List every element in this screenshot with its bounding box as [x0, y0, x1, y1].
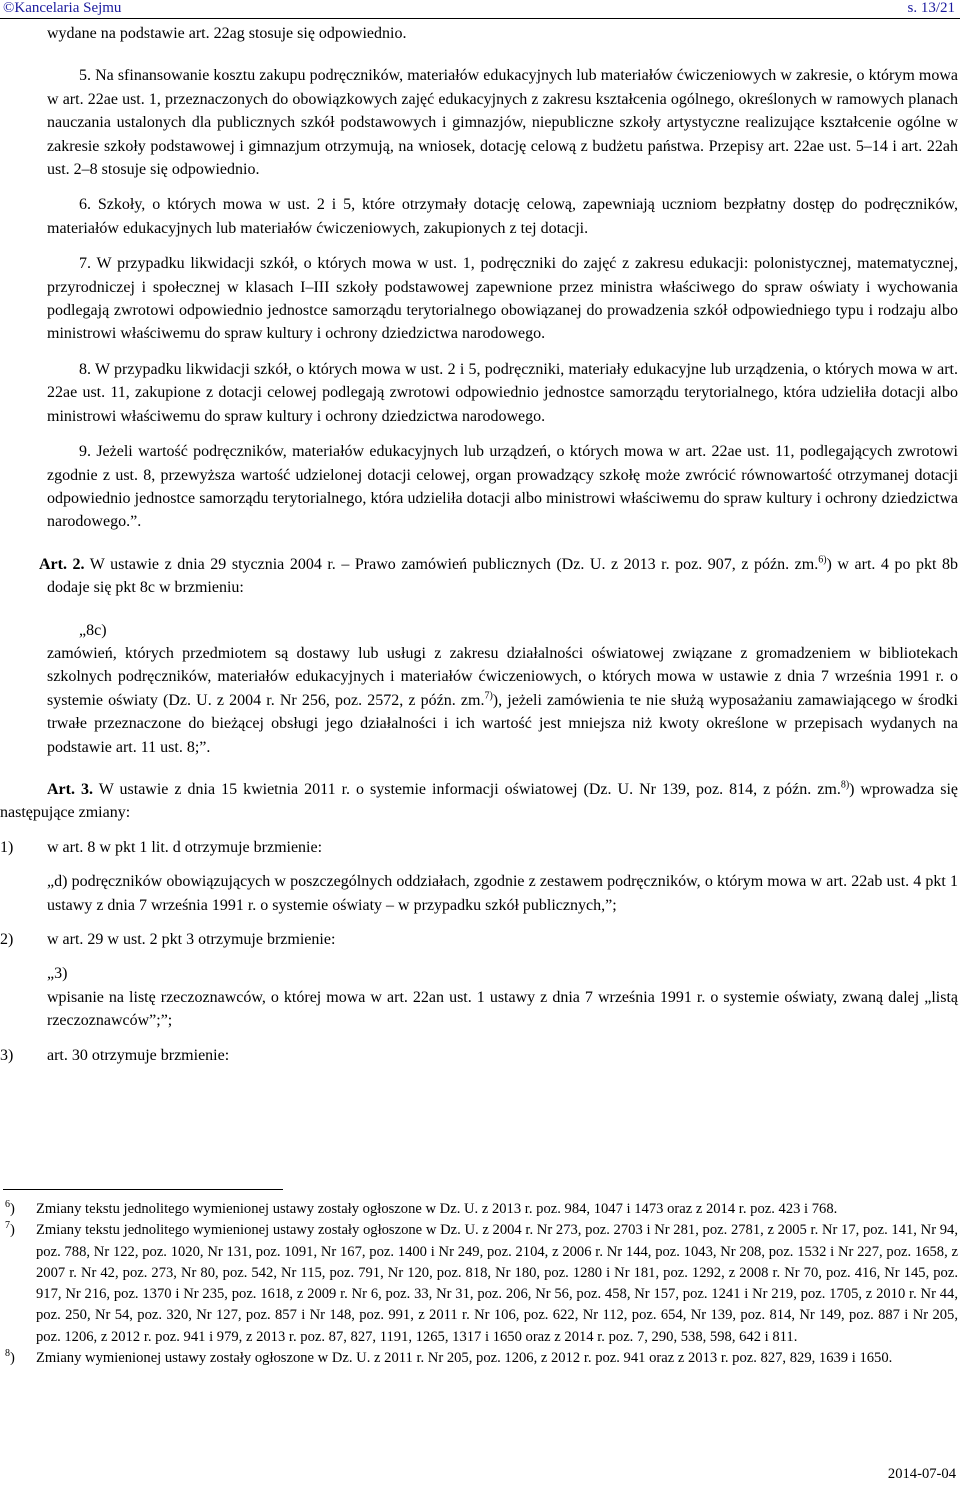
quote-8c: [47, 642, 958, 759]
amendment-item-3: [0, 1044, 958, 1067]
footnote-7-number: $^7$): [5, 1220, 15, 1239]
item-1-quote: „d) podręczników obowiązujących w poszczególnych oddziałach, zgodnie z zestawem podręczników, o którym mowa w art. 22ab ust. 4 pkt 1 ustawy z dnia 7 września 1991 r. o systemie oświaty – w przypadku szkół publicznych,”;: [47, 873, 958, 914]
paragraph-intro: wydane na podstawie art. 22ag stosuje się odpowiednio.: [47, 25, 407, 42]
article-3: [0, 778, 958, 825]
article-2-label: Art. 2.: [39, 555, 85, 573]
footnote-7-text: Zmiany tekstu jednolitego wymienionej ustawy zostały ogłoszone w Dz. U. z 2004 r. Nr 273, poz. 2703 i Nr 281, poz. 2781, z 2005 r. Nr 17, poz. 141, Nr 94, poz. 788, Nr 122, poz. 1020, Nr 131, poz. 1091, Nr 167, poz. 1400 i Nr 249, poz. 2104, z 2006 r. Nr 144, poz. 1043, Nr 208, poz. 1532 i Nr 227, poz. 1658, z 2007 r. Nr 42, poz. 273, Nr 80, poz. 542, Nr 115, poz. 791, Nr 120, poz. 818, Nr 180, poz. 1280 i Nr 181, poz. 1292, z 2008 r. Nr 70, poz. 416, Nr 145, poz. 917, Nr 216, poz. 1370 i Nr 235, poz. 1618, z 2009 r. Nr 6, poz. 33, Nr 31, poz. 206, Nr 56, poz. 458, Nr 157, poz. 1241 i Nr 219, poz. 1705, z 2010 r. Nr 44, poz. 250, Nr 54, poz. 320, Nr 127, poz. 857 i Nr 148, poz. 991, z 2011 r. Nr 106, poz. 622, Nr 112, poz. 654, Nr 139, poz. 814, Nr 149, poz. 887 i Nr 205, poz. 1206, z 2012 r. poz. 941 i 979, z 2013 r. poz. 87, 827, 1191, 1265, 1317 i 1650 oraz z 2014 r. poz. 7, 290, 538, 598, 642 i 811.: [36, 1222, 958, 1345]
paragraph-8: 8. W przypadku likwidacji szkół, o których mowa w ust. 2 i 5, podręczniki, materiały edukacyjne lub urządzenia, o których mowa w art. 22ae ust. 11, zakupione z dotacji celowej podlegają zwrotowi odpowiednio jednostce samorządu terytorialnego, która udzieliła dotacji albo ministrowi właściwemu do spraw kultury i ochrony dziedzictwa narodowego.: [47, 360, 958, 425]
quote-8c-text-b: ), jeżeli zamówienia te nie służą wyposażaniu zamawiającego w środki trwałe przeznaczone do bieżącej obsługi jego działalności i ich wartość jest mniejsza niż kwoty określone w przepisach wydanych na podstawie art. 11 ust. 8;”.: [47, 691, 959, 756]
footnote-8-text: Zmiany wymienionej ustawy zostały ogłoszone w Dz. U. z 2011 r. Nr 205, poz. 1206, z 2012 r. poz. 941 oraz z 2013 r. poz. 827, 829, 1639 i 1650.: [36, 1350, 893, 1367]
page-header: [0, 0, 960, 22]
item-3-text: art. 30 otrzymuje brzmienie:: [47, 1046, 230, 1064]
footnotes: [5, 1199, 958, 1369]
paragraph-5: 5. Na sfinansowanie kosztu zakupu podręczników, materiałów edukacyjnych lub materiałów ćwiczeniowych w zakresie, o którym mowa w art. 22ae ust. 1, przeznaczonych do obowiązkowych zajęć edukacyjnych z zakresu kształcenia ogólnego, określonych w ramowych planach nauczania ustalonych dla publicznych szkół podstawowych i gimnazjów, niepubliczne szkoły artystyczne realizujące kształcenie ogólne w zakresie szkoły podstawowej i gimnazjum otrzymują, na wniosek, dotację celową z budżetu państwa. Przepisy art. 22ae ust. 5–14 i art. 22ah ust. 2–8 stosuje się odpowiednio.: [47, 67, 958, 179]
item-2-quote: wpisanie na listę rzeczoznawców, o której mowa w art. 22an ust. 1 ustawy z dnia 7 września 1991 r. o systemie oświaty, zwaną dalej „listą rzeczoznawców”;”;: [47, 988, 958, 1030]
footnote-6-number: $^6$): [5, 1199, 15, 1217]
item-3-number: 3): [0, 1046, 14, 1064]
paragraph-7: 7. W przypadku likwidacji szkół, o których mowa w ust. 1, podręczniki do zajęć z zakresu edukacji: polonistycznej, matematycznej, przyrodniczej i społecznej w klasach I–III szkoły podstawowej zapewnione przez ministra właściwego do spraw oświaty i wychowania podlegają zwrotowi odpowiednio jednostce samorządu terytorialnego obowiązanej do prowadzenia szkół odpowiedniego typu i rodzaju albo ministrowi właściwemu do spraw kultury i ochrony dziedzictwa narodowego.: [47, 255, 958, 343]
kancelaria-sejmu-link[interactable]: ©Kancelaria Sejmu: [3, 0, 122, 16]
footnote-6-text: Zmiany tekstu jednolitego wymienionej ustawy zostały ogłoszone w Dz. U. z 2013 r. poz. 984, 1047 i 1473 oraz z 2014 r. poz. 423 i 768.: [36, 1201, 838, 1217]
paragraph-9: 9. Jeżeli wartość podręczników, materiałów edukacyjnych lub urządzeń, o których mowa w art. 22ae ust. 11, podlegających zwrotowi zgodnie z ust. 8, przewyższa wartość udzielonej dotacji celowej, organ prowadzący szkołę może zwrócić równowartość otrzymanej dotacji odpowiednio jednostce samorządu terytorialnego, która udzieliła dotacji albo ministrowi właściwemu do spraw kultury i ochrony dziedzictwa narodowego.”.: [47, 443, 958, 531]
amendment-item-1: [0, 836, 958, 859]
footnote-separator: [3, 1189, 283, 1190]
item-2-text: w art. 29 w ust. 2 pkt 3 otrzymuje brzmienie:: [47, 931, 336, 948]
footnote-7: [5, 1220, 958, 1348]
item-1-number: 1): [0, 838, 14, 856]
document-date: 2014-07-04: [887, 1466, 956, 1482]
item-2-quote-head: „3): [47, 965, 68, 983]
footnote-ref-8: 8): [840, 779, 850, 791]
item-1-text: w art. 8 w pkt 1 lit. d otrzymuje brzmienie:: [47, 838, 323, 856]
footnote-ref-6: 6): [818, 554, 827, 566]
article-2: [0, 553, 958, 600]
article-3-label: Art. 3.: [47, 780, 93, 798]
paragraph-6: 6. Szkoły, o których mowa w ust. 2 i 5, które otrzymały dotację celową, zapewniają uczniom bezpłatny dostęp do podręczników, materiałów edukacyjnych lub materiałów ćwiczeniowych, zakupionych z tej dotacji.: [47, 196, 958, 237]
quote-8c-head: „8c): [79, 621, 107, 639]
footnote-8: [5, 1348, 958, 1369]
amendment-item-2: [0, 928, 958, 951]
article-2-text-a: W ustawie z dnia 29 stycznia 2004 r. – Prawo zamówień publicznych (Dz. U. z 2013 r. poz. 907, z późn. zm.: [89, 555, 819, 573]
footnote-ref-7: 7): [484, 690, 493, 702]
article-3-text-b: ) wprowadza się następujące zmiany:: [0, 780, 959, 822]
article-2-text-b: ) w art. 4 po pkt 8b dodaje się pkt 8c w brzmieniu:: [47, 555, 959, 597]
footnote-6: [5, 1199, 958, 1220]
header-divider: [0, 18, 960, 19]
article-3-text-a: W ustawie z dnia 15 kwietnia 2011 r. o systemie informacji oświatowej (Dz. U. Nr 139, poz. 814, z późn. zm.: [98, 780, 841, 798]
page-number-link[interactable]: s. 13/21: [907, 0, 955, 16]
document-body: [0, 22, 959, 1067]
quote-8c-text-a: zamówień, których przedmiotem są dostawy lub usługi z zakresu działalności oświatowej związane z gromadzeniem w bibliotekach szkolnych podręczników, materiałów edukacyjnych i materiałów ćwiczeniowych, o których mowa w ustawie z dnia 7 września 1991 r. o systemie oświaty (Dz. U. z 2004 r. Nr 256, poz. 2572, z późn. zm.: [47, 644, 958, 709]
item-2-number: 2): [0, 931, 14, 948]
footnote-8-number: $^8$): [5, 1348, 15, 1367]
